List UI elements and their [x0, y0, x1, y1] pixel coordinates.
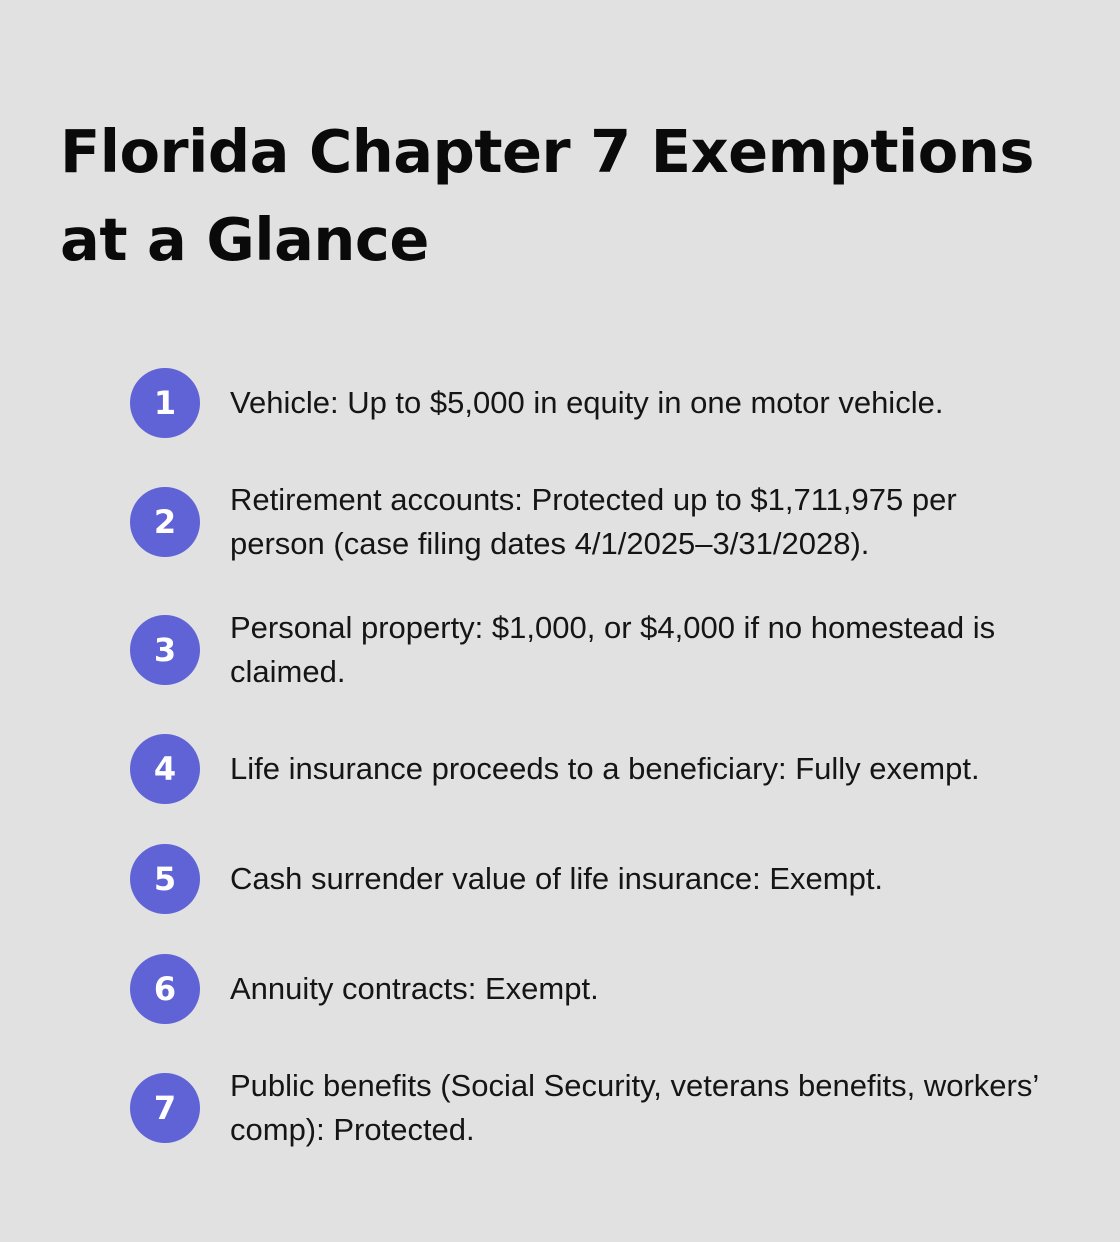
number-badge: 1 — [130, 368, 200, 438]
list-item — [130, 606, 1060, 694]
list-item — [130, 844, 1060, 914]
number-badge: 6 — [130, 954, 200, 1024]
list-item-text: Cash surrender value of life insurance: Exempt. — [230, 861, 884, 896]
list-item — [130, 368, 1060, 438]
list-item-text: Public benefits (Social Security, veterans benefits, workers’ comp): Protected. — [230, 1068, 1039, 1147]
list-item — [130, 478, 1060, 566]
list-item-text: Retirement accounts: Protected up to $1,711,975 per person (case filing dates 4/1/2025–3/31/2028). — [230, 482, 957, 561]
number-badge: 4 — [130, 734, 200, 804]
number-badge: 2 — [130, 487, 200, 557]
number-badge: 5 — [130, 844, 200, 914]
number-badge: 3 — [130, 615, 200, 685]
list-item — [130, 954, 1060, 1024]
list-item-text: Life insurance proceeds to a beneficiary: Fully exempt. — [230, 751, 980, 786]
list-item-text: Annuity contracts: Exempt. — [230, 971, 599, 1006]
list-item — [130, 1064, 1060, 1152]
page-title: Florida Chapter 7 Exemptions at a Glance — [60, 117, 1034, 274]
number-badge: 7 — [130, 1073, 200, 1143]
list-item-text: Personal property: $1,000, or $4,000 if no homestead is claimed. — [230, 610, 996, 689]
list-item — [130, 734, 1060, 804]
list-item-text: Vehicle: Up to $5,000 in equity in one motor vehicle. — [230, 385, 944, 420]
